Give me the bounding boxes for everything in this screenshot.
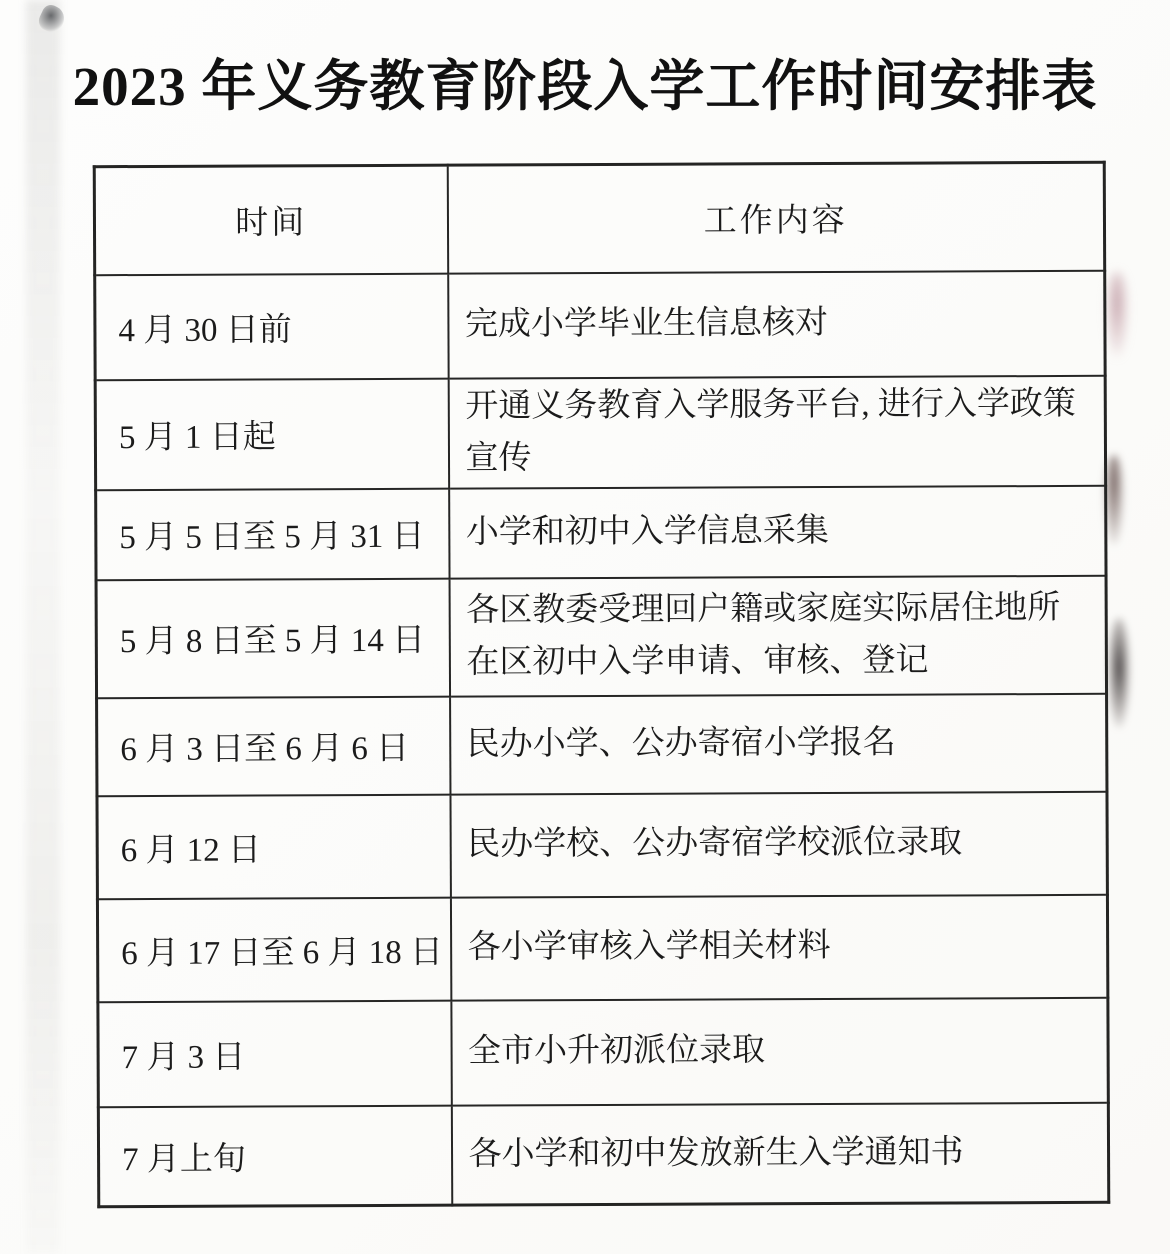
- table-row: [97, 894, 1107, 1001]
- scan-smudge-pink-artifact: [1106, 272, 1128, 358]
- content-cell: 各小学审核入学相关材料: [450, 894, 1107, 1000]
- time-cell: 6 月 3 日至 6 月 6 日: [97, 696, 450, 796]
- content-cell: 完成小学毕业生信息核对: [448, 270, 1105, 378]
- time-cell: 7 月上旬: [98, 1105, 451, 1207]
- time-cell: 6 月 12 日: [97, 794, 450, 899]
- scan-speck-artifact: [36, 2, 69, 36]
- content-cell: 各小学和初中发放新生入学通知书: [451, 1102, 1108, 1205]
- table-row: [97, 791, 1107, 898]
- content-cell: 各区教委受理回户籍或家庭实际居住地所 在区初中入学申请、审核、登记: [449, 575, 1107, 696]
- time-cell: 5 月 5 日至 5 月 31 日: [96, 488, 449, 580]
- schedule-table: [93, 161, 1111, 1208]
- content-cell: 小学和初中入学信息采集: [449, 485, 1106, 578]
- page-title: 2023 年义务教育阶段入学工作时间安排表: [72, 56, 1098, 117]
- column-header-content: 工作内容: [447, 162, 1104, 273]
- content-cell: 开通义务教育入学服务平台, 进行入学政策 宣传: [448, 375, 1105, 488]
- time-cell: 5 月 1 日起: [95, 378, 448, 490]
- table-row: [96, 575, 1107, 697]
- content-cell: 民办小学、公办寄宿小学报名: [450, 693, 1107, 794]
- table-row: [97, 693, 1107, 795]
- time-cell: 6 月 17 日至 6 月 18 日: [97, 897, 450, 1002]
- content-cell: 民办学校、公办寄宿学校派位录取: [450, 791, 1107, 897]
- table-row: [98, 997, 1108, 1106]
- table-row: [98, 1102, 1108, 1206]
- content-cell: 全市小升初派位录取: [451, 997, 1108, 1105]
- header-row: [94, 162, 1104, 274]
- table-row: [96, 485, 1106, 579]
- scan-smudge-dark-artifact-2: [1108, 618, 1130, 728]
- scan-streak-artifact: [26, 0, 60, 1254]
- table-row: [95, 375, 1105, 489]
- time-cell: 4 月 30 日前: [95, 273, 448, 380]
- table-row: [95, 270, 1105, 379]
- time-cell: 7 月 3 日: [98, 1000, 451, 1107]
- time-cell: 5 月 8 日至 5 月 14 日: [96, 578, 450, 698]
- column-header-time: 时间: [94, 165, 447, 275]
